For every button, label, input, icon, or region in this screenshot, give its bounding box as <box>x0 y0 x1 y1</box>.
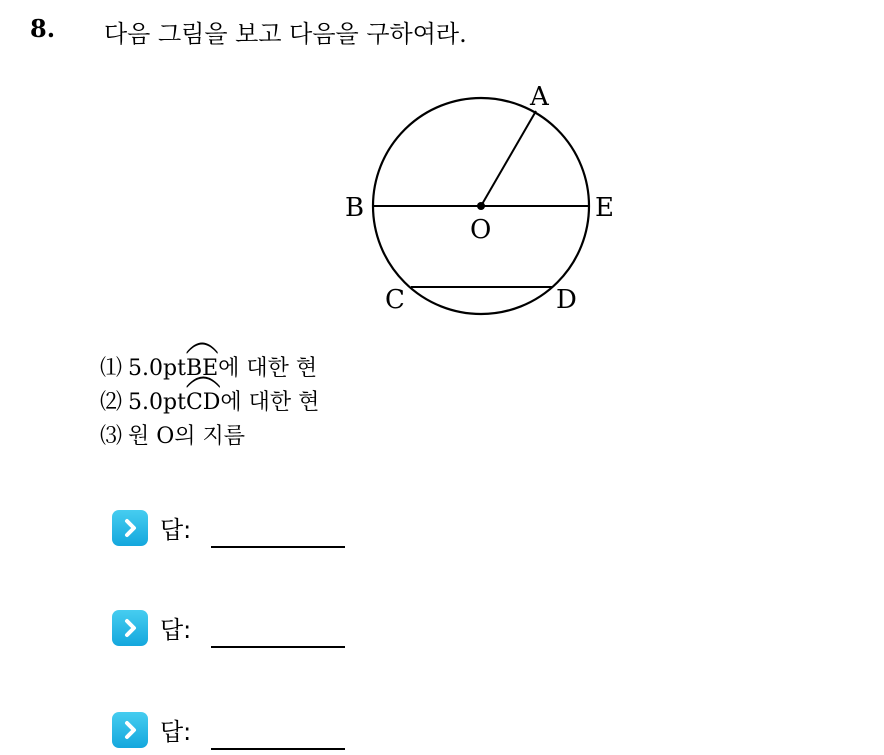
label-a: A <box>530 82 549 112</box>
answer-label: 답: <box>160 718 192 746</box>
question-text: 다음 그림을 보고 다음을 구하여라. <box>104 20 467 48</box>
subquestion-list <box>100 352 319 454</box>
chevron-right-icon <box>112 510 148 546</box>
chevron-right-icon <box>112 712 148 748</box>
question-number: 8. <box>30 14 56 43</box>
answer-blank[interactable] <box>211 546 345 548</box>
arc-cd <box>186 386 220 420</box>
answer-blank[interactable] <box>211 646 345 648</box>
label-e: E <box>595 193 614 223</box>
answer-row-2 <box>112 610 345 650</box>
subquestion-text: 원 O의 지름 <box>128 424 246 449</box>
label-c: C <box>385 285 405 315</box>
subquestion-prefix: 5.0pt <box>128 390 186 415</box>
label-d: D <box>556 285 577 315</box>
answer-row-3 <box>112 712 345 752</box>
arc-symbol <box>186 376 220 388</box>
arc-symbol <box>186 342 218 354</box>
circle-figure <box>330 80 630 330</box>
chevron-right-icon <box>112 610 148 646</box>
subquestion-3 <box>100 420 319 454</box>
answer-label: 답: <box>160 616 192 644</box>
subquestion-marker: ⑵ <box>100 390 123 415</box>
circle-diagram <box>330 80 630 330</box>
label-b: B <box>345 193 365 223</box>
arc-be-label: BE <box>185 356 219 381</box>
subquestion-suffix: 에 대한 현 <box>218 356 318 381</box>
radius-oa <box>481 111 536 206</box>
center-point <box>477 202 485 210</box>
subquestion-prefix: 5.0pt <box>128 356 186 381</box>
subquestion-2 <box>100 386 319 420</box>
label-o: O <box>470 215 492 245</box>
subquestion-suffix: 에 대한 현 <box>220 390 320 415</box>
answer-label: 답: <box>160 516 192 544</box>
subquestion-marker: ⑶ <box>100 424 123 449</box>
subquestion-marker: ⑴ <box>100 356 123 381</box>
arc-cd-label: CD <box>185 390 221 415</box>
answer-blank[interactable] <box>211 748 345 750</box>
answer-row-1 <box>112 510 345 550</box>
